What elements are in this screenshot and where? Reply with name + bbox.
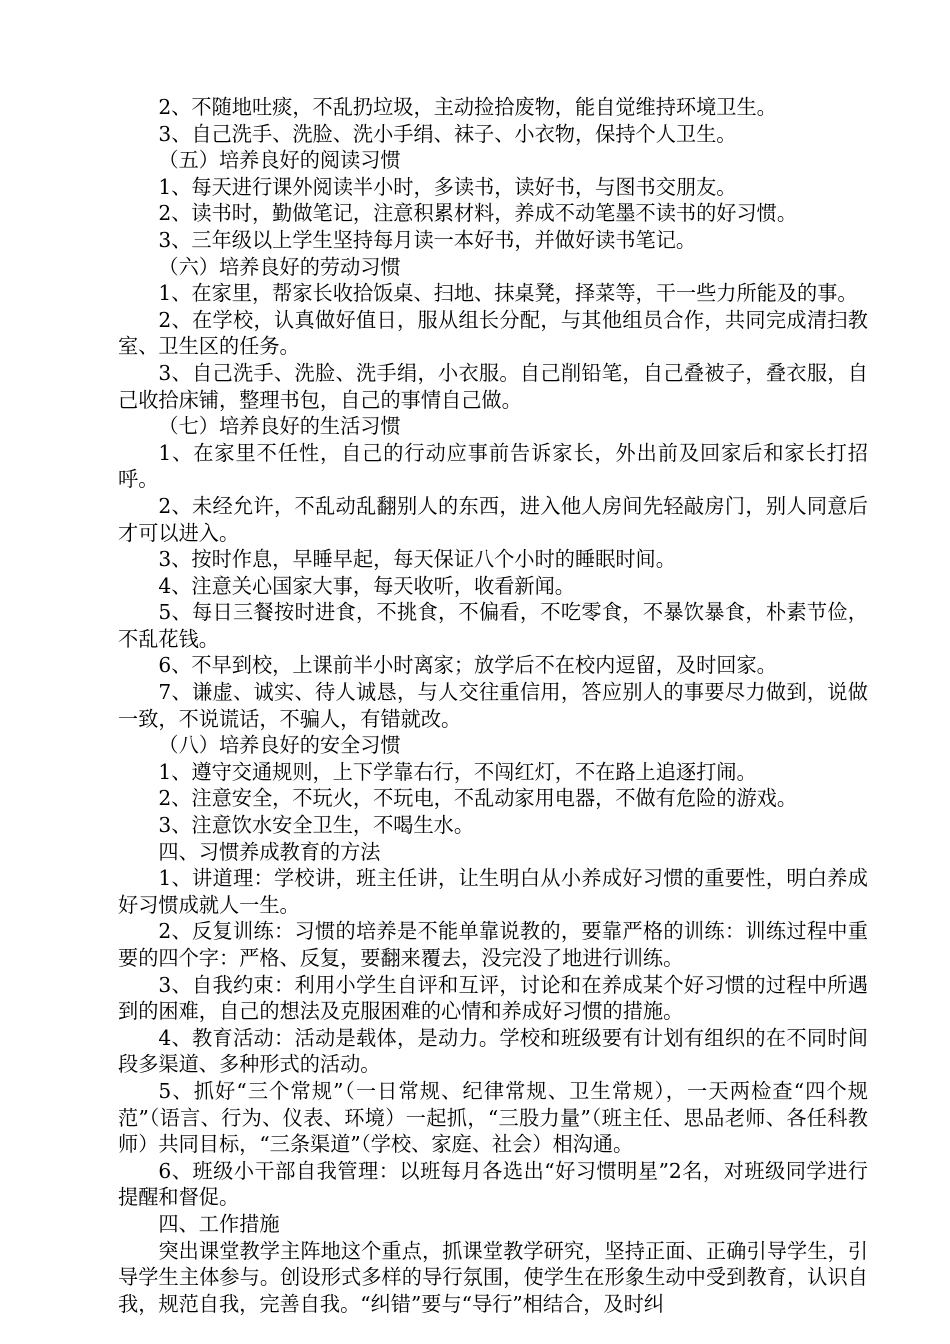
paragraph-reading-2: 2、读书时，勤做笔记，注意积累材料，养成不动笔墨不读书的好习惯。	[158, 201, 798, 226]
paragraph-methods-1: 1、讲道理：学校讲，班主任讲，让生明白从小养成好习惯的重要性，明白养成好习惯成就人一生。	[118, 866, 868, 917]
paragraph-life-5: 5、每日三餐按时进食，不挑食，不偏看，不吃零食，不暴饮暴食，朴素节俭，不乱花钱。	[118, 600, 868, 651]
section-heading-reading: （五）培养良好的阅读习惯	[158, 148, 401, 173]
paragraph-safety-3: 3、注意饮水安全卫生，不喝生水。	[158, 813, 475, 838]
document-body	[118, 94, 868, 1317]
paragraph-hygiene-3: 3、自己洗手、洗脸、洗小手绢、袜子、小衣物，保持个人卫生。	[158, 121, 737, 146]
paragraph-labor-1: 1、在家里，帮家长收拾饭桌、扫地、抹桌凳，择菜等，干一些力所能及的事。	[158, 281, 858, 306]
section-heading-labor: （六）培养良好的劳动习惯	[158, 254, 401, 279]
section-heading-life: （七）培养良好的生活习惯	[158, 414, 401, 439]
section-heading-methods: 四、习惯养成教育的方法	[158, 839, 381, 864]
paragraph-reading-3: 3、三年级以上学生坚持每月读一本好书，并做好读书笔记。	[158, 227, 697, 252]
section-heading-safety: （八）培养良好的安全习惯	[158, 733, 401, 758]
paragraph-labor-3: 3、自己洗手、洗脸、洗手绢，小衣服。自己削铅笔，自己叠被子，叠衣服，自己收拾床铺，整理书包，自己的事情自己做。	[118, 360, 868, 412]
paragraph-life-7: 7、谦虚、诚实、待人诚恳，与人交往重信用，答应别人的事要尽力做到，说做一致，不说谎话，不骗人，有错就改。	[118, 680, 868, 731]
paragraph-reading-1: 1、每天进行课外阅读半小时，多读书，读好书，与图书交朋友。	[158, 174, 737, 199]
paragraph-hygiene-2: 2、不随地吐痰，不乱扔垃圾，主动捡拾废物，能自觉维持环境卫生。	[158, 95, 777, 119]
paragraph-life-3: 3、按时作息，早睡早起，每天保证八个小时的睡眠时间。	[158, 547, 676, 572]
paragraph-life-4: 4、注意关心国家大事，每天收听，收看新闻。	[158, 573, 575, 598]
paragraph-labor-2: 2、在学校，认真做好值日，服从组长分配，与其他组员合作，共同完成清扫教室、卫生区的任务。	[118, 307, 868, 359]
paragraph-life-6: 6、不早到校，上课前半小时离家；放学后不在校内逗留，及时回家。	[158, 653, 777, 678]
paragraph-methods-6: 6、班级小干部自我管理：以班每月各选出“好习惯明星”2名，对班级同学进行提醒和督促。	[118, 1158, 868, 1210]
paragraph-methods-4: 4、教育活动：活动是载体，是动力。学校和班级要有计划有组织的在不同时间段多渠道、多种形式的活动。	[118, 1025, 868, 1077]
paragraph-measures-1: 突出课堂教学主阵地这个重点，抓课堂教学研究，坚持正面、正确引导学生，引导学生主体参与。创设形式多样的导行氛围，使学生在形象生动中受到教育，认识自我，规范自我，完善自我。“纠错”要与“导行”相结合，及时纠	[118, 1238, 868, 1316]
paragraph-life-2: 2、未经允许，不乱动乱翻别人的东西，进入他人房间先轻敲房门，别人同意后才可以进入。	[118, 493, 868, 545]
paragraph-life-1: 1、在家里不任性，自己的行动应事前告诉家长，外出前及回家后和家长打招呼。	[118, 440, 868, 492]
paragraph-methods-5: 5、抓好“三个常规”（一日常规、纪律常规、卫生常规），一天两检查“四个规范”（语言、行为、仪表、环境）一起抓，“三股力量”（班主任、思品老师、各任科教师）共同目标，“三条渠道”（学校、家庭、社会）相沟通。	[118, 1078, 868, 1157]
section-heading-measures: 四、工作措施	[158, 1211, 280, 1236]
paragraph-safety-1: 1、遵守交通规则，上下学靠右行，不闯红灯，不在路上追逐打闹。	[158, 759, 757, 784]
paragraph-safety-2: 2、注意安全，不玩火，不玩电，不乱动家用电器，不做有危险的游戏。	[158, 786, 798, 811]
paragraph-methods-3: 3、自我约束：利用小学生自评和互评，讨论和在养成某个好习惯的过程中所遇到的困难，自己的想法及克服困难的心情和养成好习惯的措施。	[118, 972, 868, 1024]
paragraph-methods-2: 2、反复训练：习惯的培养是不能单靠说教的，要靠严格的训练：训练过程中重要的四个字：严格、反复，要翻来覆去，没完没了地进行训练。	[118, 919, 868, 970]
